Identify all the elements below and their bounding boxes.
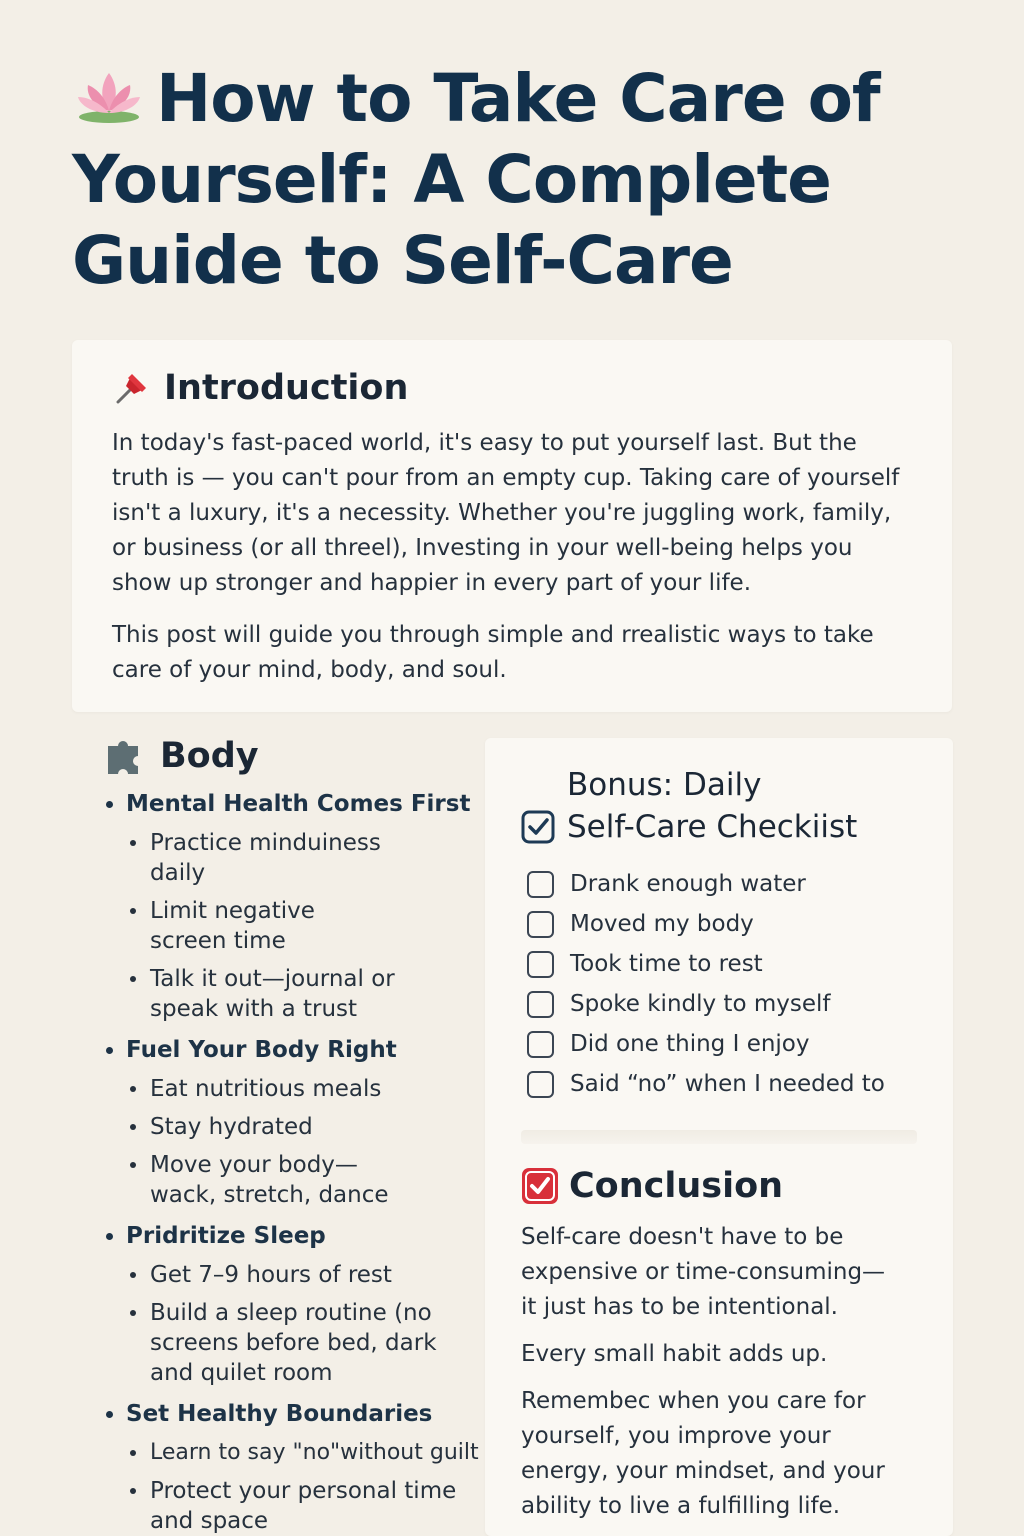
conclusion-heading-text: Conclusion (569, 1166, 784, 1206)
bonus-title-line-1: Bonus: Daily (567, 767, 762, 803)
list-item: Practice minduiness daily (104, 828, 434, 888)
title-text: How to Take Care of Yourself: A Complete Guide to Self-Care (72, 60, 880, 299)
list-item: Protect your personal time and space (104, 1476, 464, 1536)
conclusion-heading (521, 1166, 917, 1206)
list-item: Stay hydrated (104, 1112, 484, 1142)
group-title: Set Healthy Boundaries (104, 1398, 484, 1430)
list-item: Get 7–9 hours of rest (104, 1260, 484, 1290)
checkbox[interactable] (527, 1071, 554, 1098)
body-group (104, 1398, 484, 1536)
body-heading (104, 736, 484, 776)
list-item: Move your body—wack, stretch, dance (104, 1150, 424, 1210)
conclusion-paragraph-1: Self-care doesn't have to be expensive or time-consuming—it just has to be intentional. (521, 1224, 886, 1320)
puzzle-piece-icon (104, 736, 144, 776)
list-item: Build a sleep routine (no screens before bed, dark and quilet room (104, 1298, 449, 1388)
red-check-mark-icon (521, 1167, 559, 1205)
checkbox[interactable] (527, 871, 554, 898)
body-group (104, 1034, 484, 1210)
group-title: Mental Health Comes First (104, 788, 484, 820)
checked-box-icon (521, 810, 555, 844)
bonus-title-line-2-text: Self-Care Checkiist (567, 809, 858, 845)
introduction-paragraph-1: In today's fast-paced world, it's easy to put yourself last. But the truth is — you can't pour from an empty cup. Taking care of yourself isn't a luxury, it's a necessity. Whether you're juggling work, family, or business (or all threel), Investing in your well-being helps you show up stronger and happier in every part of your life. (112, 430, 900, 596)
checkbox[interactable] (527, 991, 554, 1018)
body-heading-text: Body (160, 736, 259, 776)
group-title: Pridritize Sleep (104, 1220, 484, 1252)
pushpin-icon (112, 368, 152, 408)
conclusion-paragraph-3: Remembec when you care for yourself, you improve your energy, your mindset, and your ability to live a fulfilling life. (521, 1388, 885, 1519)
list-item: Learn to say "no"without guilt (104, 1438, 489, 1468)
checklist-item[interactable] (521, 1024, 917, 1064)
body-group (104, 1220, 484, 1388)
group-title: Fuel Your Body Right (104, 1034, 484, 1066)
checklist-item[interactable] (521, 1064, 917, 1104)
introduction-paragraph-2: This post will guide you through simple and rrealistic ways to take care of your mind, body, and soul. (112, 622, 874, 683)
checklist-label: Drank enough water (570, 871, 806, 897)
bonus-title-line-2 (521, 806, 917, 848)
checkbox[interactable] (527, 911, 554, 938)
list-item: Talk it out—journal or speak with a trust (104, 964, 404, 1024)
conclusion-section (521, 1166, 917, 1524)
checklist-conclusion-card (485, 738, 953, 1536)
page-title (72, 58, 952, 301)
checklist-label: Did one thing I enjoy (570, 1031, 810, 1057)
body-section (104, 736, 484, 1536)
checklist-label: Spoke kindly to myself (570, 991, 831, 1017)
checkbox[interactable] (527, 951, 554, 978)
checklist-label: Said “no” when I needed to (570, 1071, 885, 1097)
introduction-heading-text: Introduction (164, 368, 409, 408)
checklist-label: Moved my body (570, 911, 754, 937)
introduction-heading (112, 368, 912, 408)
checklist-item[interactable] (521, 984, 917, 1024)
checklist-label: Took time to rest (570, 951, 763, 977)
introduction-card (72, 340, 952, 712)
checklist-item[interactable] (521, 864, 917, 904)
list-item: Limit negative screen time (104, 896, 334, 956)
section-divider (521, 1130, 917, 1144)
checklist-item[interactable] (521, 944, 917, 984)
body-group (104, 788, 484, 1024)
bonus-checklist-title (521, 764, 917, 848)
conclusion-paragraph-2: Every small habit adds up. (521, 1341, 828, 1367)
checklist-item[interactable] (521, 904, 917, 944)
checklist (521, 864, 917, 1104)
list-item: Eat nutritious meals (104, 1074, 484, 1104)
checkbox[interactable] (527, 1031, 554, 1058)
lotus-icon (72, 65, 146, 125)
